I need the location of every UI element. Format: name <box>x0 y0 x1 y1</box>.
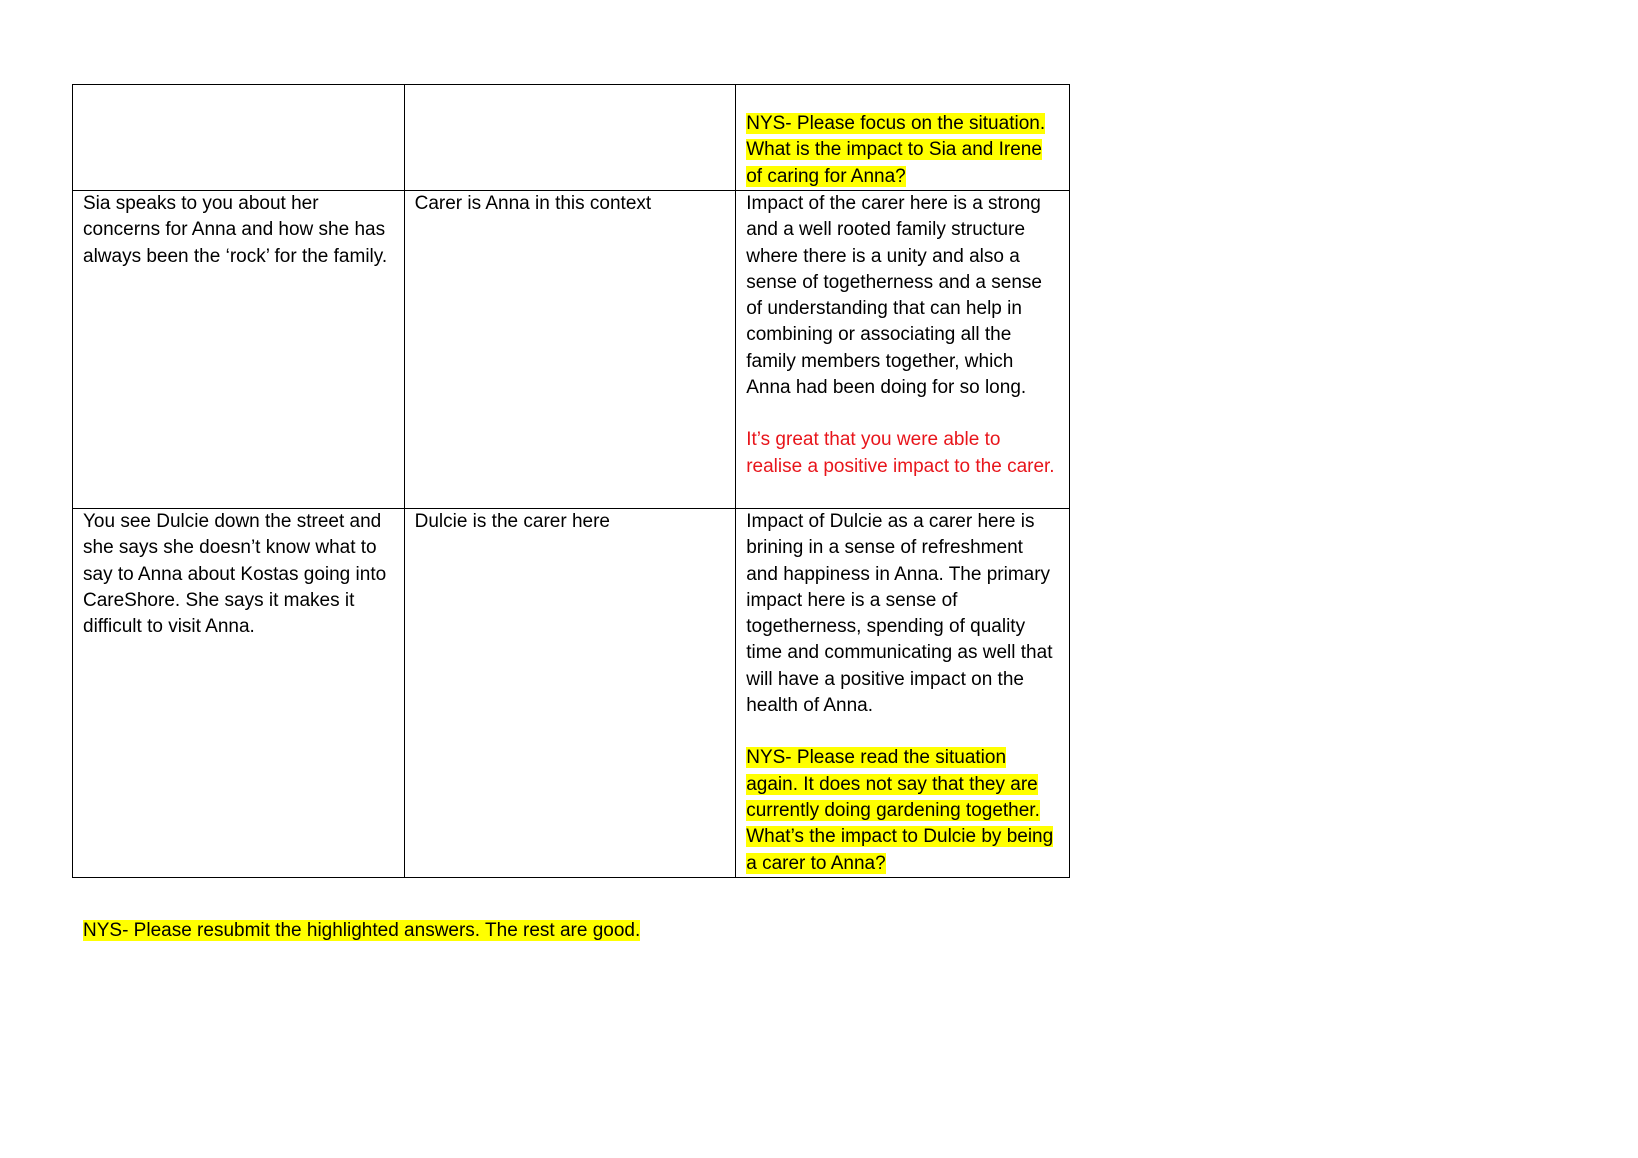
highlighted-summary: NYS- Please resubmit the highlighted answers. The rest are good. <box>83 920 641 941</box>
carer-cell <box>404 85 736 191</box>
carer-cell <box>404 509 736 878</box>
impact-cell <box>736 509 1070 878</box>
red-feedback: It’s great that you were able to realise a positive impact to the carer. <box>746 429 1055 477</box>
paragraph-gap <box>746 401 1059 427</box>
situation-text: You see Dulcie down the street and she says she doesn’t know what to say to Anna about Kostas going into CareShore. She says it makes it difficult to visit Anna. <box>83 511 387 638</box>
carer-cell <box>404 191 736 509</box>
situation-cell <box>73 509 405 878</box>
impact-text: Impact of Dulcie as a carer here is brining in a sense of refreshment and happiness in Anna. The primary impact here is a sense of togetherness, spending of quality time and communicating as well that will have a positive impact on the health of Anna. <box>746 511 1053 717</box>
impact-cell <box>736 191 1070 509</box>
impact-text: Impact of the carer here is a strong and a well rooted family structure where there is a unity and also a sense of togetherness and a sense of understanding that can help in combining or associating all the family members together, which Anna had been doing for so long. <box>746 193 1042 399</box>
paragraph-gap <box>746 719 1059 745</box>
carer-text: Carer is Anna in this context <box>414 193 652 214</box>
carer-text: Dulcie is the carer here <box>414 511 610 532</box>
highlighted-feedback: NYS- Please read the situation again. It does not say that they are currently doing gardening together. What’s the impact to Dulcie by being a carer to Anna? <box>746 747 1054 874</box>
situation-text: Sia speaks to you about her concerns for Anna and how she has always been the ‘rock’ for the family. <box>83 193 388 267</box>
highlighted-feedback: NYS- Please focus on the situation. What is the impact to Sia and Irene of caring for Anna? <box>746 113 1046 187</box>
situation-cell <box>73 85 405 191</box>
impact-cell <box>736 85 1070 191</box>
table-row <box>73 509 1070 878</box>
table-row <box>73 85 1070 191</box>
footer-note <box>83 918 640 944</box>
table-row <box>73 191 1070 509</box>
situation-cell <box>73 191 405 509</box>
assessment-table <box>72 84 1070 878</box>
